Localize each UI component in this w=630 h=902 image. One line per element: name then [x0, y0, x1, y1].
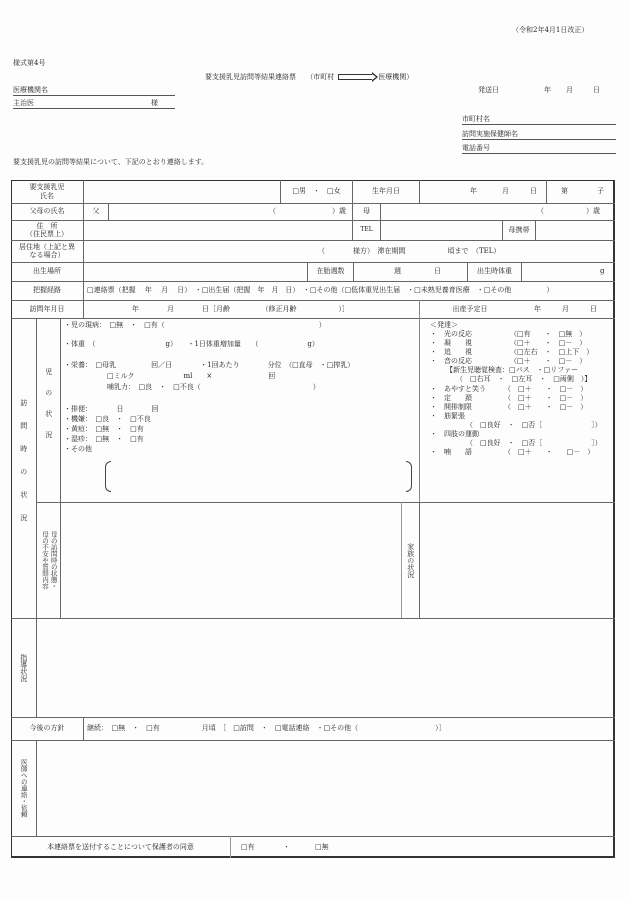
- route-label: 把握経路: [33, 286, 61, 295]
- municipality-field[interactable]: [462, 115, 616, 125]
- mother-mobile-label: 母携帯: [508, 225, 530, 234]
- birth-weight-label: 出生時体重: [477, 267, 512, 276]
- child-weight: ・体重 （ g） ・1日体重増加量 （ g）: [64, 340, 319, 348]
- father-age: （ ）歳: [269, 207, 346, 216]
- revision-note: （令和2年4月1日改正）: [512, 26, 589, 34]
- consent-separator: ・: [283, 842, 290, 851]
- sex-options[interactable]: □男 ・ □女: [292, 187, 341, 196]
- phone-field[interactable]: [462, 144, 616, 154]
- family-status-text: 家族の状況: [406, 543, 415, 578]
- dob-input[interactable]: [420, 180, 546, 203]
- dev-babble-label: ・ 喃 語: [430, 448, 472, 456]
- address-input[interactable]: [84, 220, 352, 240]
- doctor-label: 主治医: [13, 99, 34, 107]
- send-date-month: 月: [566, 86, 573, 94]
- consent-yes[interactable]: □有: [241, 842, 255, 851]
- child-eczema: ・湿疹： □無 ・ □有: [64, 435, 144, 443]
- dev-tracking-label: ・ 追 視: [430, 348, 472, 356]
- tel-label: TEL: [360, 226, 373, 234]
- send-date-year: 年: [544, 86, 551, 94]
- father-name-input[interactable]: [109, 203, 352, 220]
- dev-babble-value: （ □＋ ・ □－ ）: [504, 448, 595, 456]
- hearing-test-1: 【新生児聴覚検査：□パス ・□リファー: [446, 366, 579, 374]
- visit-date-label: 訪問年月日: [29, 304, 65, 313]
- child-jaundice: ・黄疸： □無 ・ □有: [64, 425, 144, 433]
- route-options-text: □連絡票（把握 年 月 日） ・□出生届（把握 年 月 日） ・□その他（□低体重児出生届 ・□未熟児養育医療 ・□その他 ）: [87, 286, 554, 295]
- tel-input[interactable]: [381, 220, 502, 240]
- mother-status-label: [37, 503, 60, 618]
- medical-institution-label: 医療機関名: [13, 86, 48, 94]
- address-label-line2: （住民票上）: [26, 230, 68, 238]
- mother-status-label-line2: 母の不安や質問内容: [41, 531, 49, 590]
- address-label: [11, 220, 83, 240]
- child-stool: ・排便： 日 回: [64, 405, 159, 413]
- birth-weight-input[interactable]: [522, 262, 615, 281]
- residence-label-line1: 居住地（上記と異: [19, 242, 75, 251]
- infant-name-label-line2: 氏名: [40, 191, 54, 200]
- birth-order-input[interactable]: [547, 180, 615, 203]
- guidance-text: 指導状況: [19, 654, 28, 682]
- route-to: 医療機関）: [378, 73, 414, 81]
- mother-status-label-line1: 母の訪問時の状態・: [49, 531, 58, 590]
- child-status-text: 児の状況: [44, 368, 53, 452]
- dev-gaze-label: ・ 凝 視: [430, 339, 472, 347]
- address-label-line1: 住 所: [36, 221, 58, 230]
- dev-hip-value: （ □＋ ・ □－ ）: [504, 403, 588, 411]
- guidance-label: [11, 619, 36, 717]
- dev-smile-value: （ □＋ ・ □－ ）: [504, 385, 588, 393]
- visit-status-label: [11, 318, 36, 618]
- birth-order-label: 第: [561, 187, 568, 196]
- consent-options[interactable]: [231, 836, 615, 858]
- mother-label: 母: [363, 207, 370, 216]
- development-heading: ＜発達＞: [430, 321, 458, 329]
- consent-no[interactable]: □無: [315, 842, 329, 851]
- child-mood: ・機嫌： □良 ・ □不良: [64, 415, 151, 423]
- parents-label: 父母の氏名: [29, 207, 65, 216]
- intro-text: 要支援乳児の訪問等結果について、下記のとおり連絡します。: [13, 158, 209, 166]
- development-content[interactable]: [420, 319, 615, 502]
- dev-sound-label: ・ 音の反応: [430, 357, 472, 365]
- phone-label: 電話番号: [462, 144, 490, 152]
- dev-sound-value: （□＋ ・ □－ ）: [510, 357, 587, 365]
- to-doctor-input[interactable]: [37, 741, 615, 836]
- gestation-week-unit: 週: [394, 267, 401, 276]
- title-text: 要支援乳児訪問等結果連絡票: [205, 73, 296, 81]
- doctor-field[interactable]: [13, 99, 175, 109]
- gestation-day-unit: 日: [434, 267, 441, 276]
- dob-year-unit: 年: [470, 187, 477, 196]
- dev-muscle-label: ・ 筋緊張: [430, 412, 465, 420]
- nurse-label: 訪問実施保健師名: [462, 130, 518, 138]
- infant-name-label-line1: 要支援乳児: [29, 183, 65, 192]
- residence-detail: （ 様方） 滞在期間 頃まで （TEL）: [318, 246, 501, 255]
- dev-muscle-value: （ □良好 ・ □否［ ］）: [466, 421, 602, 429]
- visit-date-value: 年 月 日［月齢 （修正月齢 ）］: [132, 304, 349, 313]
- gestation-input[interactable]: [354, 262, 467, 281]
- birth-weight-unit: g: [600, 267, 605, 276]
- birthplace-input[interactable]: [84, 262, 307, 281]
- form-number: 様式第4号: [13, 59, 46, 67]
- residence-label-line2: なる場合）: [29, 251, 65, 259]
- mother-status-input[interactable]: [61, 503, 401, 618]
- dob-month-unit: 月: [502, 187, 509, 196]
- due-date-units: 年 月 日: [534, 304, 597, 313]
- dev-neck-label: ・ 定 頚: [430, 394, 472, 402]
- infant-name-label: [11, 180, 83, 203]
- send-date-label: 発送日: [478, 86, 499, 94]
- send-date[interactable]: [478, 86, 600, 94]
- to-doctor-text: 医師への連絡・依頼: [19, 759, 28, 818]
- birthplace-label: 出生場所: [33, 267, 61, 276]
- due-date-input[interactable]: [520, 300, 615, 318]
- dev-neck-value: （ □＋ ・ □－ ）: [504, 394, 588, 402]
- child-other: ・その他: [64, 445, 92, 453]
- residence-label: [11, 240, 83, 262]
- dob-day-unit: 日: [530, 187, 537, 196]
- dev-light-label: ・ 光の反応: [430, 330, 472, 338]
- route-from: （市町村: [306, 73, 335, 81]
- doctor-suffix: 様: [151, 99, 158, 107]
- gestation-label: 在胎週数: [316, 267, 345, 276]
- page-title: [205, 73, 413, 81]
- medical-institution-field[interactable]: [13, 86, 175, 96]
- dev-limb-label: ・ 四肢の運動: [430, 430, 479, 438]
- consent-label: 本連絡票を送付することについて保護者の同意: [47, 842, 194, 851]
- family-status-label: [402, 503, 419, 618]
- birth-order-suffix: 子: [597, 187, 604, 196]
- family-status-input[interactable]: [420, 503, 615, 618]
- nurse-field[interactable]: [462, 130, 616, 140]
- to-doctor-label: [11, 741, 36, 836]
- dev-limb-value: （ □良好 ・ □否［ ］）: [466, 439, 602, 447]
- child-illness: ・児の現病： □無 ・ □有（ ）: [64, 321, 326, 329]
- future-options[interactable]: [84, 717, 615, 740]
- arrow-icon: [338, 74, 372, 80]
- mother-age: （ ）歳: [537, 207, 600, 216]
- visit-date-input[interactable]: [84, 300, 419, 318]
- visit-status-text: 訪問時の状況: [19, 399, 28, 537]
- child-nutrition-3: 哺乳力： □良 ・ □不良（ ）: [107, 383, 320, 391]
- due-date-label: 出産予定日: [452, 304, 488, 313]
- dev-smile-label: ・ あやすと笑う: [430, 385, 486, 393]
- residence-input[interactable]: [84, 240, 615, 262]
- father-label: 父: [92, 207, 100, 216]
- infant-name-input[interactable]: [84, 181, 280, 203]
- mother-mobile-input[interactable]: [536, 220, 615, 240]
- mother-name-input[interactable]: [381, 203, 615, 220]
- future-options-text: 継続： □無 ・ □有 月頃 ［ □訪問 ・ □電話連絡 ・□その他（ ）］: [87, 724, 446, 733]
- child-status-content[interactable]: [61, 319, 419, 502]
- dev-gaze-value: （□＋ ・ □－ ）: [510, 339, 587, 347]
- send-date-day: 日: [593, 86, 600, 94]
- other-bracket-right: [406, 461, 412, 492]
- future-label: 今後の方針: [29, 724, 65, 733]
- child-nutrition-1: ・栄養： □母乳 回／日 ・1回あたり 分位 （□直母 ・□搾乳）: [64, 361, 355, 369]
- municipality-label: 市町村名: [462, 115, 490, 123]
- dev-tracking-value: （□左右 ・ □上下 ）: [510, 348, 594, 356]
- child-status-label: [37, 318, 60, 502]
- guidance-input[interactable]: [37, 619, 615, 717]
- child-nutrition-2: □ミルク ml × 回: [107, 372, 276, 380]
- dev-light-value: （□有 ・ □無 ）: [510, 330, 587, 338]
- dev-hip-label: ・ 開排制限: [430, 403, 472, 411]
- dob-label: 生年月日: [372, 187, 400, 196]
- other-bracket-left: [105, 461, 111, 492]
- hearing-test-2: （ □右耳 ・ □左耳 ・ □両側 ）】: [456, 375, 592, 383]
- route-options[interactable]: [84, 281, 615, 300]
